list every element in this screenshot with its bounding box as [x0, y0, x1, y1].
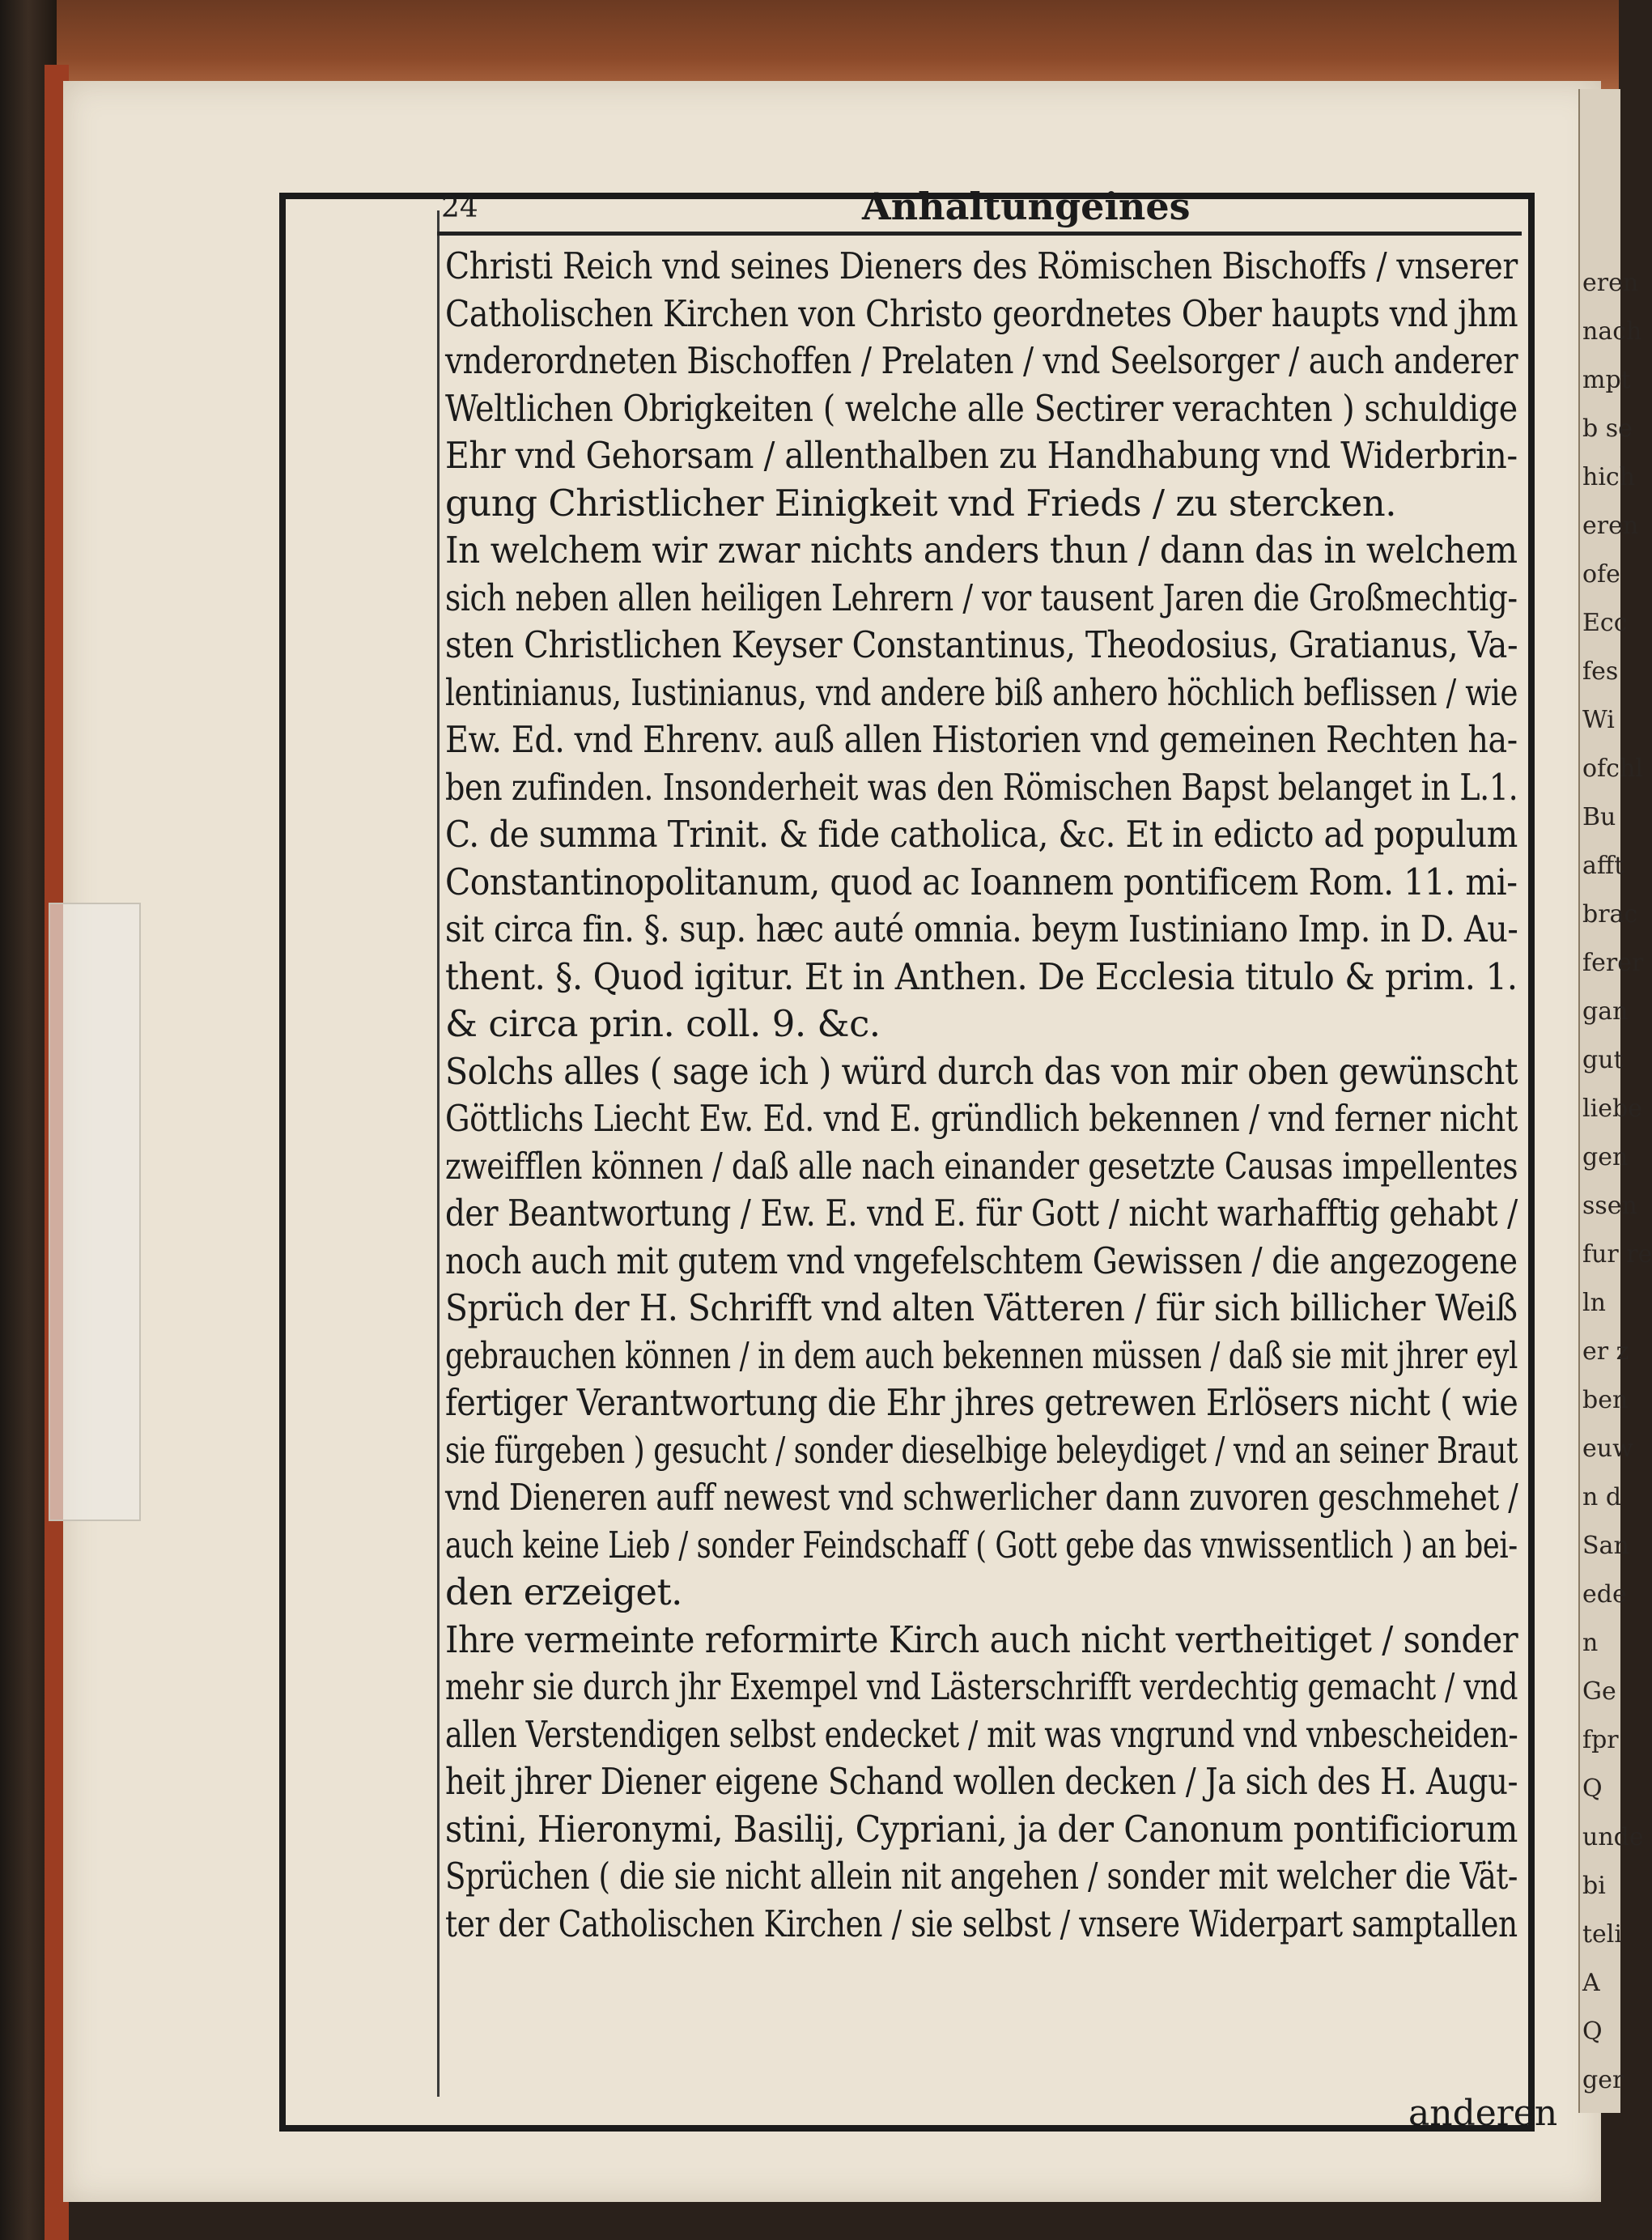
- facing-page-fragment: bi: [1582, 1872, 1606, 1900]
- facing-page-fragment: fur re: [1582, 1240, 1652, 1269]
- facing-page-fragment: er z: [1582, 1337, 1629, 1366]
- facing-page-fragment: hich: [1582, 463, 1636, 491]
- text-line: mehr sie durch jhr Exempel vnd Lästerschrifft verdechtig gemacht / vnd: [445, 1665, 1518, 1708]
- facing-page-fragment: ofe: [1582, 560, 1620, 589]
- text-line: ben zufinden. Insonderheit was den Römischen Bapst belanget in L.1.: [445, 765, 1518, 809]
- facing-page-fragment: liebe: [1582, 1094, 1642, 1123]
- text-line: Ehr vnd Gehorsam / allenthalben zu Handhabung vnd Widerbrin-: [445, 434, 1518, 477]
- text-line: Weltlichen Obrigkeiten ( welche alle Sectirer verachten ) schuldige: [445, 386, 1518, 430]
- facing-page-fragment: gen: [1582, 1143, 1629, 1171]
- text-frame-bottom: [279, 2125, 1535, 2132]
- facing-page-fragment: ofchl: [1582, 754, 1643, 783]
- text-line: allen Verstendigen selbst endecket / mit was vngrund vnd vnbescheiden-: [445, 1712, 1518, 1756]
- inner-margin-rule: [437, 210, 440, 2097]
- facing-page-fragment: ben: [1582, 1386, 1629, 1414]
- text-line: ter der Catholischen Kirchen / sie selbst / vnsere Widerpart samptallen: [445, 1902, 1518, 1945]
- facing-page-fragment: eren: [1582, 512, 1639, 540]
- facing-page-fragment: ln: [1582, 1289, 1606, 1317]
- facing-page-fragment: euw: [1582, 1435, 1633, 1463]
- text-line: Solchs alles ( sage ich ) würd durch das von mir oben gewünscht: [445, 1049, 1518, 1093]
- text-line: lentinianus, Iustinianus, vnd andere biß anhero höchlich beflissen / wie: [445, 670, 1518, 714]
- text-line: & circa prin. coll. 9. &c.: [445, 1002, 881, 1045]
- facing-page-text: [1582, 259, 1652, 2094]
- text-line: sten Christlichen Keyser Constantinus, Theodosius, Gratianus, Va-: [445, 623, 1518, 666]
- facing-page-fragment: ede: [1582, 1580, 1627, 1609]
- facing-page-fragment: ferer: [1582, 949, 1644, 977]
- text-line: gung Christlicher Einigkeit vnd Frieds / zu stercken.: [445, 481, 1397, 525]
- text-line: thent. §. Quod igitur. Et in Anthen. De Ecclesia titulo & prim. 1.: [445, 954, 1518, 998]
- page-number: 24: [441, 191, 478, 224]
- facing-page-fragment: Ecc: [1582, 609, 1628, 637]
- facing-page-fragment: Q: [1582, 2017, 1603, 2046]
- text-frame-left: [279, 193, 286, 2132]
- text-line: stini, Hieronymi, Basilij, Cypriani, ja der Canonum pontificiorum: [445, 1807, 1518, 1851]
- text-line: gebrauchen können / in dem auch bekennen müssen / daß sie mit jhrer eyl: [445, 1333, 1518, 1377]
- text-line: Constantinopolitanum, quod ac Ioannem pontificem Rom. 11. mi-: [445, 860, 1518, 903]
- text-line: Christi Reich vnd seines Dieners des Römischen Bischoffs / vnserer: [445, 244, 1518, 287]
- text-line: sit circa fin. §. sup. hæc auté omnia. beym Iustiniano Imp. in D. Au-: [445, 907, 1518, 950]
- facing-page-fragment: fes: [1582, 657, 1619, 686]
- facing-page-fragment: Q: [1582, 1775, 1603, 1803]
- text-line: heit jhrer Diener eigene Schand wollen decken / Ja sich des H. Augu-: [445, 1760, 1518, 1803]
- text-line: Ihre vermeinte reformirte Kirch auch nicht vertheitiget / sonder: [445, 1617, 1518, 1661]
- facing-page-fragment: afft: [1582, 852, 1624, 880]
- text-line: C. de summa Trinit. & fide catholica, &c. Et in edicto ad populum: [445, 813, 1518, 856]
- text-line: noch auch mit gutem vnd vngefelschtem Gewissen / die angezogene: [445, 1239, 1518, 1282]
- text-line: den erzeiget.: [445, 1571, 682, 1613]
- text-line: Göttlichs Liecht Ew. Ed. vnd E. gründlich bekennen / vnd ferner nicht: [445, 1097, 1518, 1140]
- facing-page-fragment: b se: [1582, 414, 1633, 443]
- facing-page-fragment: ger: [1582, 2066, 1624, 2094]
- text-line: Sprüchen ( die sie nicht allein nit angehen / sonder mit welcher die Vät-: [445, 1855, 1518, 1898]
- facing-page-fragment: fpr: [1582, 1726, 1619, 1754]
- facing-page-fragment: nach: [1582, 317, 1642, 346]
- facing-page-fragment: teli: [1582, 1920, 1622, 1949]
- facing-page-fragment: ssen: [1582, 1192, 1637, 1220]
- facing-page-fragment: gan: [1582, 997, 1629, 1026]
- text-line: Ew. Ed. vnd Ehrenv. auß allen Historien vnd gemeinen Rechten ha-: [445, 718, 1518, 761]
- facing-page-fragment: unde: [1582, 1823, 1644, 1851]
- paper-slip: [49, 903, 141, 1521]
- running-head: Anhaltungeines: [862, 185, 1191, 228]
- page-header: [441, 185, 1518, 230]
- text-line: vnd Dieneren auff newest vnd schwerlicher dann zuvoren geschmehet /: [445, 1476, 1518, 1519]
- facing-page-fragment: brac: [1582, 900, 1638, 929]
- text-line: zweifflen können / daß alle nach einander gesetzte Causas impellentes: [445, 1144, 1518, 1188]
- facing-page-fragment: mpt: [1582, 366, 1631, 394]
- text-line: Catholischen Kirchen von Christo geordnetes Ober haupts vnd jhm: [445, 291, 1518, 335]
- facing-page-fragment: eren: [1582, 269, 1639, 297]
- text-line: In welchem wir zwar nichts anders thun / dann das in welchem: [445, 529, 1518, 572]
- facing-page-fragment: n: [1582, 1629, 1599, 1657]
- facing-page-fragment: Ge: [1582, 1677, 1616, 1706]
- text-line: vnderordneten Bischoffen / Prelaten / vnd Seelsorger / auch anderer: [445, 339, 1518, 382]
- text-line: sie fürgeben ) gesucht / sonder dieselbige beleydiget / vnd an seiner Braut: [445, 1428, 1518, 1472]
- text-line: fertiger Verantwortung die Ehr jhres getrewen Erlösers nicht ( wie: [445, 1381, 1518, 1424]
- facing-page-fragment: Bu: [1582, 803, 1616, 831]
- facing-page-fragment: San: [1582, 1532, 1629, 1560]
- facing-page-fragment: gut: [1582, 1046, 1624, 1074]
- facing-page-fragment: Wi: [1582, 706, 1615, 734]
- catchword: anderen: [1408, 2093, 1558, 2134]
- text-line: sich neben allen heiligen Lehrern / vor tausent Jaren die Großmechtig-: [445, 576, 1518, 619]
- header-rule: [437, 232, 1522, 236]
- facing-page-fragment: A: [1582, 1969, 1600, 1997]
- text-line: der Beantwortung / Ew. E. vnd E. für Gott / nicht warhafftig gehabt /: [445, 1192, 1518, 1235]
- text-line: Sprüch der H. Schrifft vnd alten Vätteren / für sich billicher Weiß: [445, 1286, 1518, 1329]
- body-text: [445, 243, 1530, 1948]
- text-line: auch keine Lieb / sonder Feindschaff ( Gott gebe das vnwissentlich ) an bei-: [445, 1523, 1518, 1566]
- facing-page-fragment: n d: [1582, 1483, 1622, 1511]
